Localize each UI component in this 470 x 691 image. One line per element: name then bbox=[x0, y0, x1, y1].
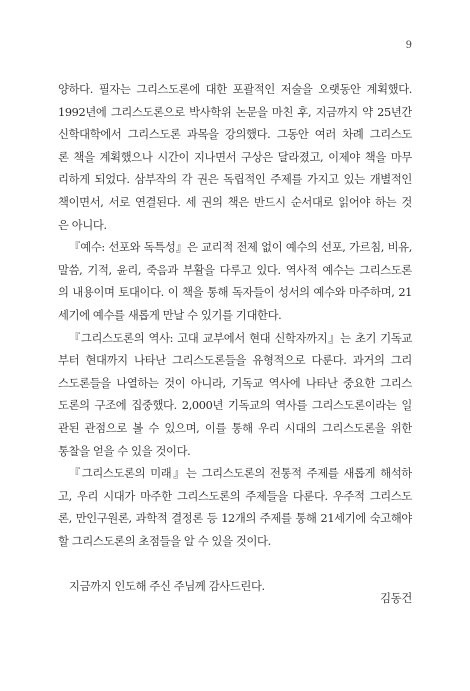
text-line: 스도론들을 나열하는 것이 아니라, 기독교 역사에 나타난 중요한 그리스 bbox=[58, 376, 412, 390]
paragraph-gap bbox=[58, 553, 412, 576]
text-line: 양하다. 필자는 그리스도론에 대한 포괄적인 저술을 오랫동안 계획했다. bbox=[58, 83, 412, 96]
text-line: 리하게 되었다. 삼부작의 각 권은 독립적인 주제를 가지고 있는 개별적인 bbox=[58, 173, 412, 187]
text-line: 책이면서, 서로 연결된다. 세 권의 책은 반드시 순서대로 읽어야 하는 것 bbox=[58, 195, 412, 209]
text-line: 론 책을 계획했으나 시간이 지나면서 구상은 달라졌고, 이제야 책을 마무 bbox=[58, 150, 412, 164]
text-line: 할 그리스도론의 초점들을 알 수 있을 것이다. bbox=[58, 534, 271, 548]
text-line: 론, 만인구원론, 과학적 결정론 등 12개의 주제를 통해 21세기에 숙고해야 bbox=[58, 512, 412, 526]
text-line: 세기에 예수를 새롭게 만날 수 있기를 기대한다. bbox=[58, 308, 282, 322]
text-line: 『예수: 선포와 독특성』은 교리적 전제 없이 예수의 선포, 가르침, 비유, bbox=[69, 241, 412, 255]
text-line: 의 내용이며 토대이다. 이 책을 통해 독자들이 성서의 예수와 마주하며, 21 bbox=[58, 286, 412, 300]
text-line: 『그리스도론의 미래』는 그리스도론의 전통적 주제를 새롭게 해석하 bbox=[69, 467, 412, 481]
text-line: 고, 우리 시대가 마주한 그리스도론의 주제들을 다룬다. 우주적 그리스도 bbox=[58, 489, 412, 503]
body-text bbox=[58, 79, 412, 599]
text-line: 관된 관점으로 볼 수 있으며, 이를 통해 우리 시대의 그리스도론을 위한 bbox=[58, 421, 412, 435]
text-line: 부터 현대까지 나타난 그리스도론들을 유형적으로 다룬다. 과거의 그리 bbox=[58, 354, 412, 368]
author-signature: 김동건 bbox=[380, 592, 412, 605]
text-line: 은 아니다. bbox=[58, 218, 107, 232]
text-line: 지금까지 인도해 주신 주님께 감사드린다. bbox=[69, 580, 265, 594]
text-line: 통찰을 얻을 수 있을 것이다. bbox=[58, 444, 191, 458]
text-line: 말씀, 기적, 윤리, 죽음과 부활을 다루고 있다. 역사적 예수는 그리스도론 bbox=[58, 263, 412, 277]
text-line: 『그리스도론의 역사: 고대 교부에서 현대 신학자까지』는 초기 기독교 bbox=[69, 331, 412, 345]
text-line: 1992년에 그리스도론으로 박사학위 논문을 마친 후, 지금까지 약 25년간 bbox=[58, 105, 412, 119]
text-line: 도론의 구조에 집중했다. 2,000년 기독교의 역사를 그리스도론이라는 일 bbox=[58, 399, 412, 413]
page-number: 9 bbox=[405, 40, 412, 51]
text-line: 신학대학에서 그리스도론 과목을 강의했다. 그동안 여러 차례 그리스도 bbox=[58, 128, 412, 142]
